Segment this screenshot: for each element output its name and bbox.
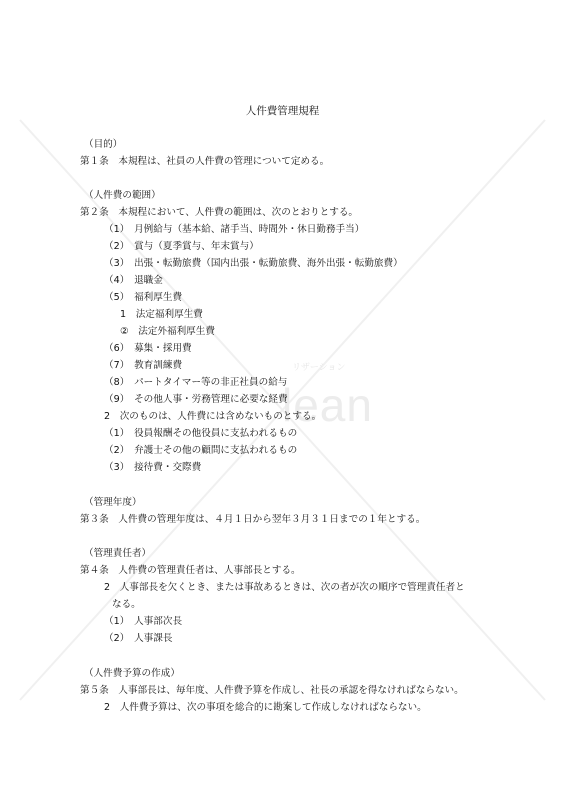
list-item: （3） 出張・転勤旅費（国内出張・転勤旅費、海外出張・転勤旅費） — [104, 258, 403, 269]
article-2: 第２条 本規程において、人件費の範囲は、次のとおりとする。 — [80, 207, 359, 218]
watermark-logo: lean — [282, 379, 373, 431]
sub-list-item: 1 法定福利厚生費 — [120, 309, 203, 320]
paragraph-2: 2 人件費予算は、次の事項を総合的に勘案して作成しなければならない。 — [104, 702, 427, 713]
watermark-subtext: リザーション — [292, 363, 346, 373]
list-item: （2） 弁護士その他の顧問に支払われるもの — [104, 445, 298, 456]
list-item: （3） 接待費・交際費 — [104, 462, 202, 473]
list-item: （8） パートタイマー等の非正社員の給与 — [104, 377, 288, 388]
heading-management-year: （管理年度） — [84, 497, 142, 508]
list-item: （1） 人事部次長 — [104, 616, 183, 627]
paragraph-2: 2 次のものは、人件費には含めないものとする。 — [104, 411, 322, 422]
list-item: （1） 役員報酬その他役員に支払われるもの — [104, 428, 298, 439]
sub-list-item: ② 法定外福利厚生費 — [120, 326, 215, 337]
list-item: （4） 退職金 — [104, 275, 163, 286]
list-item: （2） 賞与（夏季賞与、年末賞与） — [104, 241, 259, 252]
list-item: （7） 教育訓練費 — [104, 360, 183, 371]
heading-budget: （人件費予算の作成） — [84, 668, 180, 679]
paragraph-continuation: なる。 — [112, 599, 141, 610]
heading-purpose: （目的） — [84, 139, 123, 150]
list-item: （6） 募集・採用費 — [104, 343, 192, 354]
list-item: （2） 人事課長 — [104, 633, 173, 644]
article-1: 第１条 本規程は、社員の人件費の管理について定める。 — [80, 156, 330, 167]
document-title: 人件費管理規程 — [245, 105, 320, 117]
heading-responsible: （管理責任者） — [84, 548, 152, 559]
list-item: （9） その他人事・労務管理に必要な経費 — [104, 394, 288, 405]
list-item: （5） 福利厚生費 — [104, 292, 183, 303]
article-4: 第４条 人件費の管理責任者は、人事部長とする。 — [80, 565, 301, 576]
article-3: 第３条 人件費の管理年度は、４月１日から翌年３月３１日までの１年とする。 — [80, 514, 426, 525]
article-5: 第５条 人事部長は、毎年度、人件費予算を作成し、社長の承認を得なければならない。 — [80, 685, 464, 696]
paragraph-2: 2 人事部長を欠くとき、または事故あるときは、次の者が次の順序で管理責任者と — [104, 582, 465, 593]
list-item: （1） 月例給与（基本給、諸手当、時間外・休日勤務手当） — [104, 224, 365, 235]
heading-scope: （人件費の範囲） — [84, 190, 161, 201]
